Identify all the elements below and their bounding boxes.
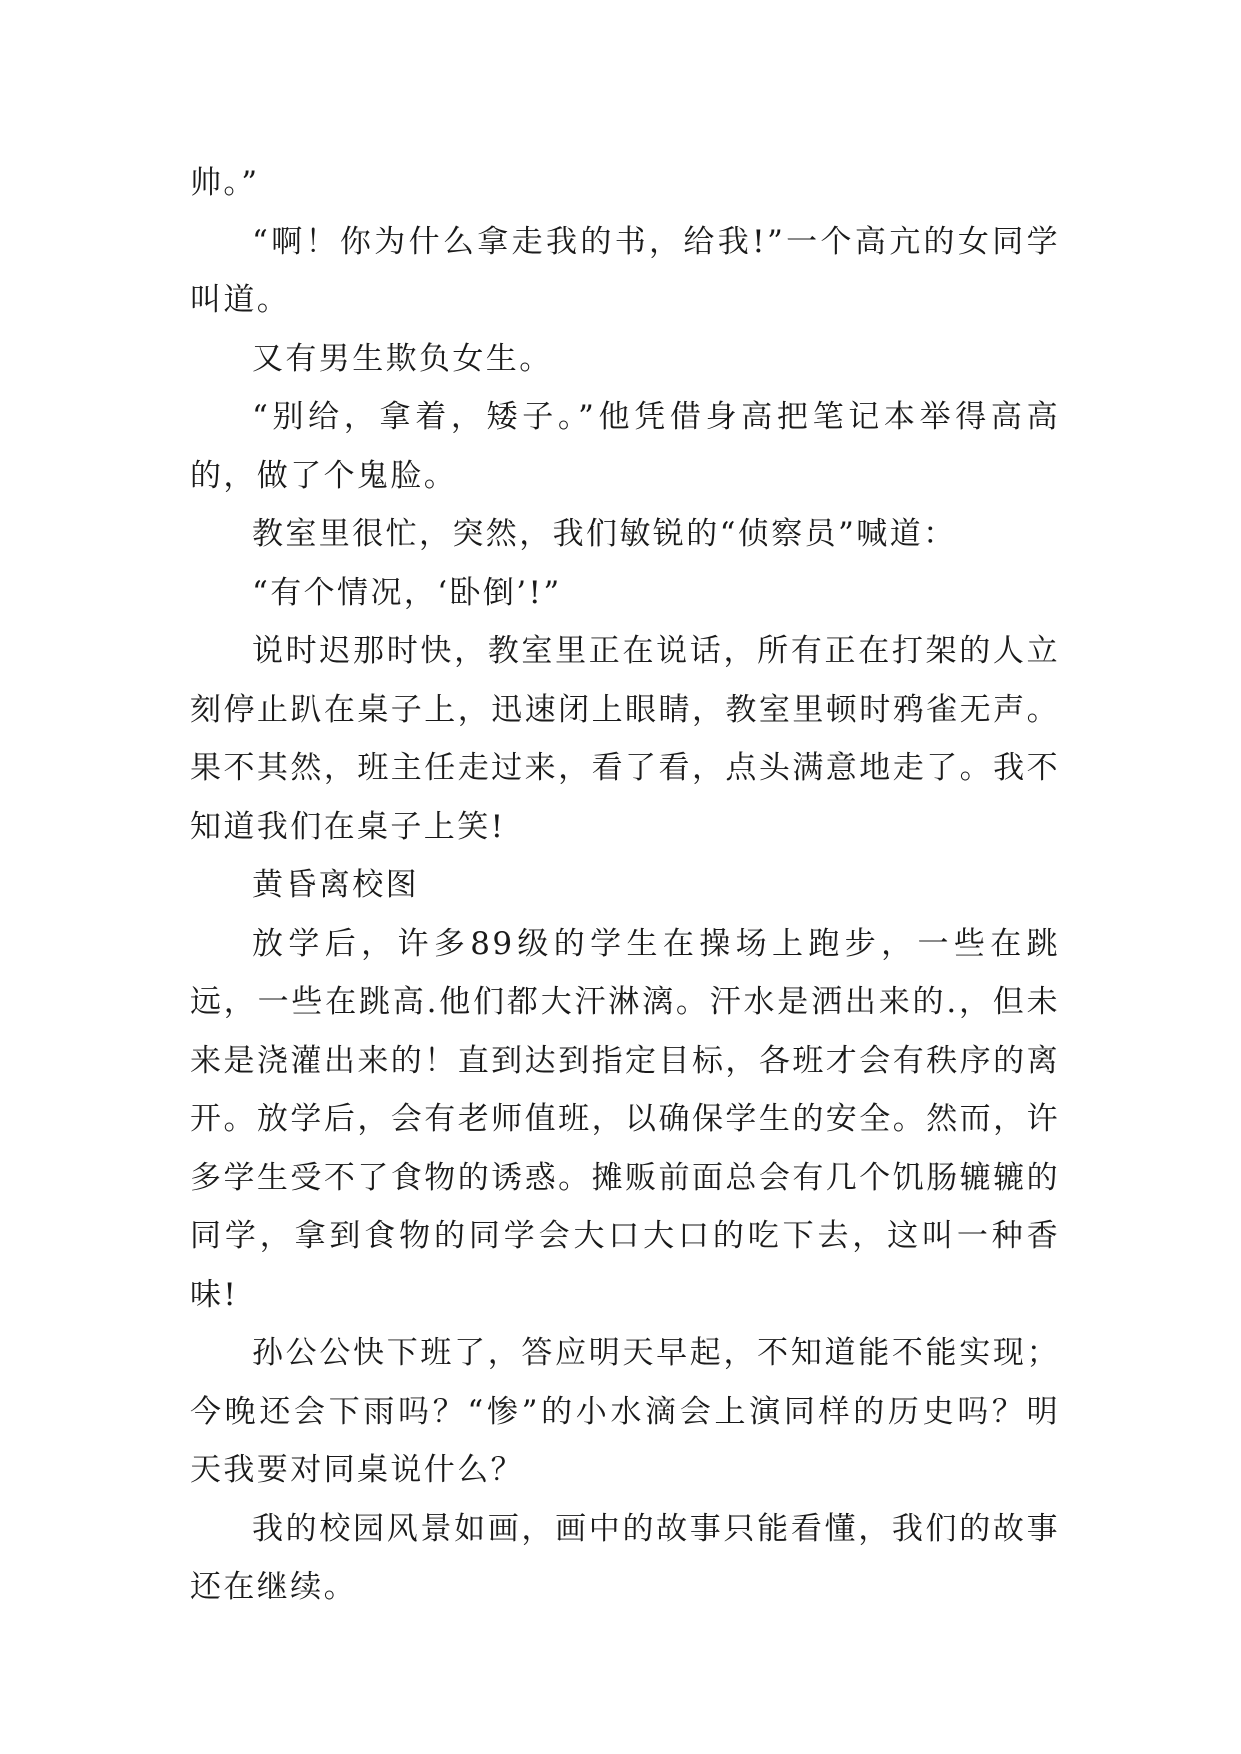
paragraph: “有个情况，‘卧倒’!” [252,574,562,611]
section-heading: 黄昏离校图 [252,867,419,903]
paragraph: 我的校园风景如画，画中的故事只能看懂，我们的故事还在继续。 [190,1510,1060,1605]
paragraph: “啊！你为什么拿走我的书，给我!”一个高亢的女同学叫道。 [190,223,1060,318]
paragraph: 又有男生欺负女生。 [252,340,553,377]
paragraph: 说时迟那时快，教室里正在说话，所有正在打架的人立刻停止趴在桌子上，迅速闭上眼睛，教室里顿时鸦雀无声。果不其然，班主任走过来，看了看，点头满意地走了。我不知道我们在桌子上笑! [190,633,1060,845]
paragraph: 帅。” [190,165,260,201]
paragraph: 教室里很忙，突然，我们敏锐的“侦察员”喊道： [252,516,957,552]
paragraph: 孙公公快下班了，答应明天早起，不知道能不能实现；今晚还会下雨吗？“惨”的小水滴会上演同样的历史吗？明天我要对同桌说什么？ [190,1335,1060,1488]
document-body [190,154,1060,1617]
paragraph: 放学后，许多89级的学生在操场上跑步，一些在跳远，一些在跳高.他们都大汗淋漓。汗水是洒出来的.，但未来是浇灌出来的！直到达到指定目标，各班才会有秩序的离开。放学后，会有老师值班，以确保学生的安全。然而，许多学生受不了食物的诱惑。摊贩前面总会有几个饥肠辘辘的同学，拿到食物的同学会大口大口的吃下去，这叫一种香味! [190,925,1060,1313]
paragraph: “别给，拿着，矮子。”他凭借身高把笔记本举得高高的，做了个鬼脸。 [190,399,1060,494]
